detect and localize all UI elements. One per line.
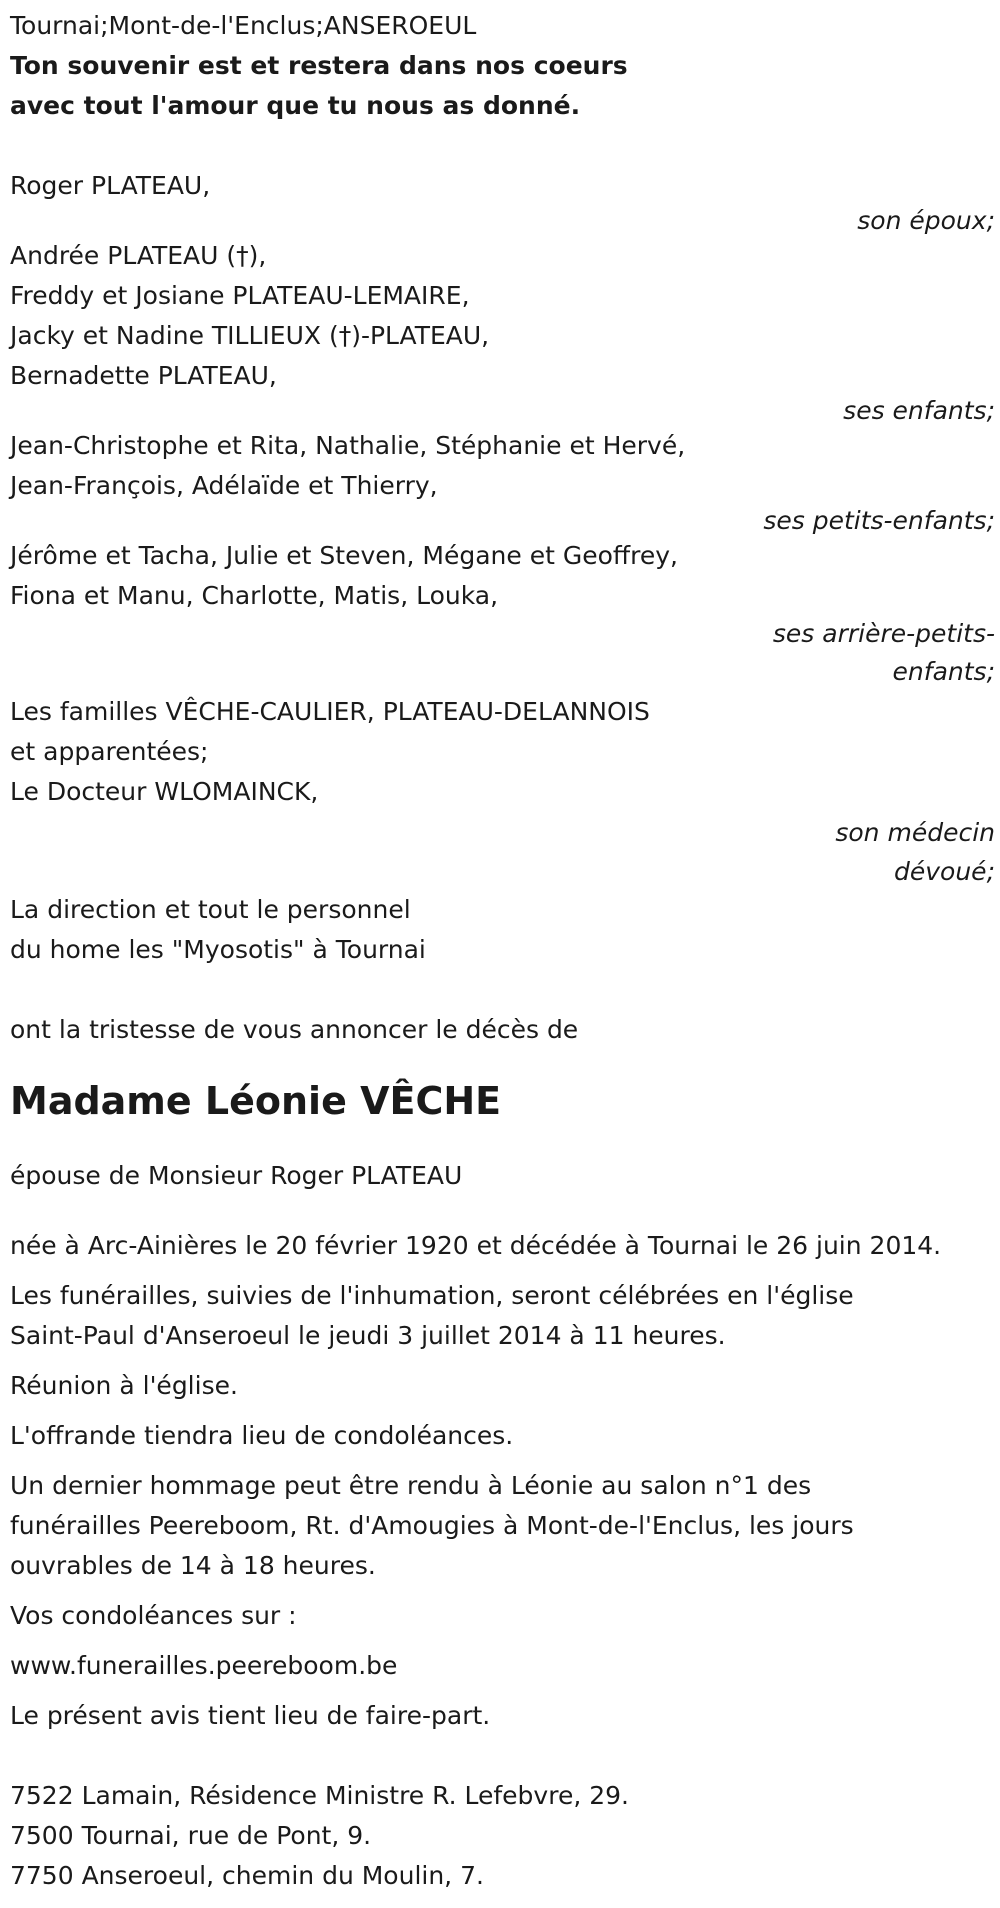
doctor-name: Le Docteur WLOMAINCK, bbox=[10, 777, 319, 806]
offering-line: L'offrande tiendra lieu de condoléances. bbox=[10, 1421, 514, 1450]
spacer bbox=[10, 1050, 995, 1070]
birth-death-line: née à Arc-Ainières le 20 février 1920 et décédée à Tournai le 26 juin 2014. bbox=[10, 1231, 942, 1260]
condolences-label: Vos condoléances sur : bbox=[10, 1601, 297, 1630]
announcement-intro: ont la tristesse de vous annoncer le décès de bbox=[10, 1015, 579, 1044]
spouse-relation: son époux; bbox=[857, 206, 995, 235]
doctor-relation-2: dévoué; bbox=[894, 857, 995, 886]
meeting-line: Réunion à l'église. bbox=[10, 1371, 238, 1400]
spacer bbox=[10, 1736, 995, 1776]
locations-line: Tournai;Mont-de-l'Enclus;ANSEROEUL bbox=[10, 11, 477, 40]
notice-line: Le présent avis tient lieu de faire-part. bbox=[10, 1701, 491, 1730]
great-grandchildren-relation-2: enfants; bbox=[892, 657, 995, 686]
child-name: Freddy et Josiane PLATEAU-LEMAIRE, bbox=[10, 281, 470, 310]
tribute-line-3: ouvrables de 14 à 18 heures. bbox=[10, 1551, 376, 1580]
great-grandchildren-line: Jérôme et Tacha, Julie et Steven, Mégane et Geoffrey, bbox=[10, 541, 678, 570]
grandchildren-line: Jean-Christophe et Rita, Nathalie, Stéphanie et Hervé, bbox=[10, 431, 686, 460]
child-name: Andrée PLATEAU (†), bbox=[10, 241, 267, 270]
address-line: 7522 Lamain, Résidence Ministre R. Lefebvre, 29. bbox=[10, 1781, 629, 1810]
funeral-line-2: Saint-Paul d'Anseroeul le jeudi 3 juillet 2014 à 11 heures. bbox=[10, 1321, 726, 1350]
doctor-relation-1: son médecin bbox=[835, 818, 995, 847]
tribute-line-2: funérailles Peereboom, Rt. d'Amougies à Mont-de-l'Enclus, les jours bbox=[10, 1511, 854, 1540]
great-grandchildren-relation-1: ses arrière-petits- bbox=[772, 619, 995, 648]
obituary-column bbox=[10, 6, 995, 1896]
families-line: et apparentées; bbox=[10, 737, 209, 766]
spacer bbox=[10, 1132, 995, 1156]
child-name: Bernadette PLATEAU, bbox=[10, 361, 277, 390]
deceased-name: Madame Léonie VÊCHE bbox=[10, 1079, 502, 1123]
website-link[interactable]: www.funerailles.peereboom.be bbox=[10, 1651, 398, 1680]
address-line: 7750 Anseroeul, chemin du Moulin, 7. bbox=[10, 1861, 484, 1890]
spouse-of-line: épouse de Monsieur Roger PLATEAU bbox=[10, 1161, 463, 1190]
children-relation: ses enfants; bbox=[843, 396, 995, 425]
grandchildren-relation: ses petits-enfants; bbox=[763, 506, 995, 535]
spacer bbox=[10, 970, 995, 1010]
home-line: La direction et tout le personnel bbox=[10, 895, 411, 924]
tribute-line-1: Un dernier hommage peut être rendu à Léonie au salon n°1 des bbox=[10, 1471, 812, 1500]
funeral-line-1: Les funérailles, suivies de l'inhumation, seront célébrées en l'église bbox=[10, 1281, 854, 1310]
families-line: Les familles VÊCHE-CAULIER, PLATEAU-DELANNOIS bbox=[10, 697, 650, 726]
grandchildren-line: Jean-François, Adélaïde et Thierry, bbox=[10, 471, 438, 500]
child-name: Jacky et Nadine TILLIEUX (†)-PLATEAU, bbox=[10, 321, 490, 350]
address-line: 7500 Tournai, rue de Pont, 9. bbox=[10, 1821, 372, 1850]
quote-line-2: avec tout l'amour que tu nous as donné. bbox=[10, 91, 581, 120]
spacer bbox=[10, 126, 995, 166]
home-line: du home les "Myosotis" à Tournai bbox=[10, 935, 426, 964]
quote-line-1: Ton souvenir est et restera dans nos coeurs bbox=[10, 51, 628, 80]
spacer bbox=[10, 1196, 995, 1226]
spouse-name: Roger PLATEAU, bbox=[10, 171, 211, 200]
great-grandchildren-line: Fiona et Manu, Charlotte, Matis, Louka, bbox=[10, 581, 499, 610]
